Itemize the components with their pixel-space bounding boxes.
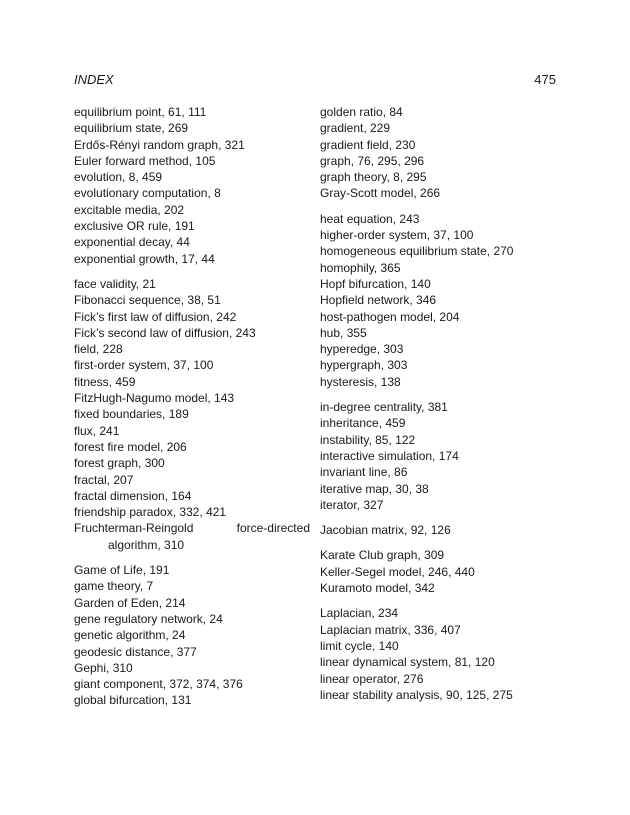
index-entry: equilibrium state, 269 xyxy=(74,121,189,136)
index-group xyxy=(320,104,560,202)
index-entry: Gephi, 310 xyxy=(74,660,133,675)
index-entry: Hopfield network, 346 xyxy=(320,293,437,308)
index-entry: golden ratio, 84 xyxy=(320,105,403,119)
index-entry: geodesic distance, 377 xyxy=(74,644,197,659)
page-header xyxy=(74,72,556,92)
index-entry: heat equation, 243 xyxy=(320,211,420,226)
index-entry: Kuramoto model, 342 xyxy=(320,581,435,596)
index-entry: forest graph, 300 xyxy=(74,456,165,471)
index-entry: hypergraph, 303 xyxy=(320,358,408,373)
index-entry: fractal, 207 xyxy=(74,472,134,487)
index-group xyxy=(320,522,560,538)
index-entry: equilibrium point, 61, 111 xyxy=(74,105,207,119)
index-group xyxy=(74,104,310,267)
index-entry: limit cycle, 140 xyxy=(320,638,399,653)
index-entry: face validity, 21 xyxy=(74,276,156,291)
index-entry: gradient field, 230 xyxy=(320,137,416,152)
index-entry: graph theory, 8, 295 xyxy=(320,170,427,185)
index-entry: Euler forward method, 105 xyxy=(74,153,216,168)
index-entry: giant component, 372, 374, 376 xyxy=(74,677,243,692)
index-entry: homogeneous equilibrium state, 270 xyxy=(320,244,514,259)
index-group xyxy=(320,547,560,596)
index-group xyxy=(74,276,310,553)
index-entry: graph, 76, 295, 296 xyxy=(320,153,425,168)
index-column-left xyxy=(74,104,310,718)
index-entry: fixed boundaries, 189 xyxy=(74,407,189,422)
index-entry: gene regulatory network, 24 xyxy=(74,611,223,626)
index-entry: iterative map, 30, 38 xyxy=(320,481,429,496)
index-entry: fractal dimension, 164 xyxy=(74,488,192,503)
index-entry: field, 228 xyxy=(74,342,123,357)
index-entry: Garden of Eden, 214 xyxy=(74,595,186,610)
index-entry: global bifurcation, 131 xyxy=(74,693,192,708)
index-entry: Fick’s second law of diffusion, 243 xyxy=(74,325,256,340)
index-entry: hysteresis, 138 xyxy=(320,374,401,389)
index-entry: in-degree centrality, 381 xyxy=(320,400,448,415)
index-entry: Laplacian matrix, 336, 407 xyxy=(320,622,461,637)
index-entry: Fruchterman-Reingold force-directed algorithm, 310 xyxy=(74,521,310,552)
index-entry: Fibonacci sequence, 38, 51 xyxy=(74,293,221,308)
index-entry: friendship paradox, 332, 421 xyxy=(74,505,227,520)
index-entry: linear operator, 276 xyxy=(320,671,424,686)
index-entry: FitzHugh-Nagumo model, 143 xyxy=(74,391,235,406)
index-entry: first-order system, 37, 100 xyxy=(74,358,214,373)
index-entry: hyperedge, 303 xyxy=(320,342,404,357)
index-entry: instability, 85, 122 xyxy=(320,432,416,447)
index-entry: fitness, 459 xyxy=(74,374,136,389)
index-entry: Gray-Scott model, 266 xyxy=(320,186,441,201)
index-entry: exclusive OR rule, 191 xyxy=(74,219,195,234)
index-column-right xyxy=(320,104,560,712)
index-entry: genetic algorithm, 24 xyxy=(74,628,186,643)
index-entry: evolutionary computation, 8 xyxy=(74,186,221,201)
index-group xyxy=(320,211,560,390)
index-entry: gradient, 229 xyxy=(320,121,391,136)
index-group xyxy=(74,562,310,709)
index-entry: Game of Life, 191 xyxy=(74,563,170,578)
page-number: 475 xyxy=(534,72,556,87)
index-entry: Jacobian matrix, 92, 126 xyxy=(320,523,451,538)
index-entry: Fick’s first law of diffusion, 242 xyxy=(74,309,237,324)
index-entry: linear stability analysis, 90, 125, 275 xyxy=(320,687,513,702)
index-entry: forest fire model, 206 xyxy=(74,439,187,454)
index-entry: excitable media, 202 xyxy=(74,202,185,217)
index-entry: Erdős-Rényi random graph, 321 xyxy=(74,137,245,152)
index-entry: hub, 355 xyxy=(320,325,367,340)
index-entry: Keller-Segel model, 246, 440 xyxy=(320,564,475,579)
index-group xyxy=(320,605,560,703)
running-title: INDEX xyxy=(74,72,114,87)
index-entry: game theory, 7 xyxy=(74,579,154,594)
index-entry: linear dynamical system, 81, 120 xyxy=(320,655,495,670)
index-entry: exponential growth, 17, 44 xyxy=(74,251,215,266)
index-entry: evolution, 8, 459 xyxy=(74,170,163,185)
index-entry: Hopf bifurcation, 140 xyxy=(320,276,431,291)
index-entry: iterator, 327 xyxy=(320,497,384,512)
index-entry: host-pathogen model, 204 xyxy=(320,309,460,324)
index-entry: inheritance, 459 xyxy=(320,416,406,431)
index-entry: Laplacian, 234 xyxy=(320,606,399,621)
index-entry: exponential decay, 44 xyxy=(74,235,190,250)
index-entry: homophily, 365 xyxy=(320,260,401,275)
index-entry: invariant line, 86 xyxy=(320,465,408,480)
index-entry: Karate Club graph, 309 xyxy=(320,548,445,563)
index-entry: flux, 241 xyxy=(74,423,120,438)
index-group xyxy=(320,399,560,513)
index-entry: higher-order system, 37, 100 xyxy=(320,228,474,243)
index-entry: interactive simulation, 174 xyxy=(320,448,459,463)
